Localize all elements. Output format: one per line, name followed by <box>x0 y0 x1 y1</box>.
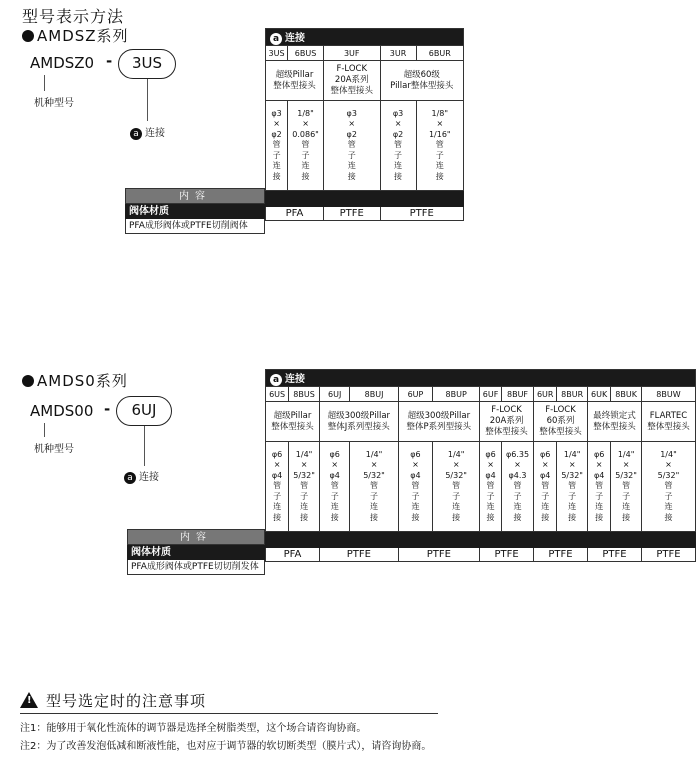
code-cell: 8BUP <box>433 387 480 402</box>
model-leader <box>44 423 45 437</box>
conn-cell: φ3 × φ2 管 子 连 接 <box>266 101 288 191</box>
code-cell: 8BUS <box>289 387 320 402</box>
conn-cell: φ6 × φ4 管 子 连 接 <box>398 442 433 532</box>
code-cell: 8BUR <box>557 387 588 402</box>
side-labels-2 <box>127 529 265 575</box>
code-cell: 6UK <box>588 387 611 402</box>
material-cell: PFA <box>266 548 320 562</box>
conn-cell: φ6 × φ4 管 子 连 接 <box>319 442 349 532</box>
a-marker-icon: a <box>124 472 136 484</box>
code-cell: 3UR <box>380 46 416 61</box>
material-cell: PTFE <box>534 548 588 562</box>
code-cell: 6BUS <box>288 46 324 61</box>
code-pill: 3US <box>118 49 176 79</box>
dash: - <box>106 52 113 70</box>
code-cell: 8BUW <box>641 387 695 402</box>
body-desc: PFA成形阀体或PTFE切切削发体 <box>127 560 265 575</box>
model-code: AMDSZ0 <box>30 54 95 72</box>
series-heading-1 <box>22 25 129 46</box>
code-cell: 6US <box>266 387 289 402</box>
model-leader <box>44 75 45 91</box>
code-cell: 3UF <box>323 46 380 61</box>
code-cell: 3US <box>266 46 288 61</box>
conn-cell: φ3 × φ2 管 子 连 接 <box>323 101 380 191</box>
material-cell: PTFE <box>398 548 479 562</box>
conn-cell: 1/4" × 5/32" 管 子 连 接 <box>557 442 588 532</box>
code-cell: 6UF <box>480 387 502 402</box>
spec-table-2 <box>265 369 696 562</box>
conn-cell: 1/4" × 5/32" 管 子 连 接 <box>641 442 695 532</box>
conn-cell: φ6 × φ4 管 子 连 接 <box>534 442 557 532</box>
conn-cell: 1/8" × 1/16" 管 子 连 接 <box>416 101 463 191</box>
dark-bar <box>266 191 464 207</box>
conn-leader <box>144 426 145 466</box>
neirong-label: 内容 <box>127 529 265 545</box>
type-cell: 超级60级 Pillar整体型接头 <box>380 61 464 101</box>
conn-label-2: a 连接 <box>124 468 159 484</box>
body-desc: PFA成形阀体或PTFE切削阀体 <box>125 219 265 234</box>
bullet-icon <box>22 375 34 387</box>
code-cell: 6UP <box>398 387 433 402</box>
code-cell: 6BUR <box>416 46 463 61</box>
dash: - <box>104 400 111 418</box>
type-cell: F-LOCK 60系列 整体型接头 <box>534 402 588 442</box>
code-cell: 8BUK <box>611 387 642 402</box>
dark-bar <box>266 532 696 548</box>
model-code: AMDS00 <box>30 402 94 420</box>
conn-cell: 1/4" × 5/32" 管 子 连 接 <box>611 442 642 532</box>
divider <box>20 713 438 714</box>
conn-cell: 1/4" × 5/32" 管 子 连 接 <box>433 442 480 532</box>
spec-table-1 <box>265 28 464 221</box>
series-label: AMDSZ系列 <box>37 27 129 45</box>
bullet-icon <box>22 30 34 42</box>
material-cell: PTFE <box>319 548 398 562</box>
type-cell: 最终锁定式 整体型接头 <box>588 402 642 442</box>
conn-cell: φ6.35 × φ4.3 管 子 连 接 <box>502 442 534 532</box>
type-cell: 超级300级Pillar 整体J系列型接头 <box>319 402 398 442</box>
code-pill: 6UJ <box>116 396 172 426</box>
code-cell: 8BUJ <box>350 387 398 402</box>
note-2: 注2：为了改善发泡低减和断液性能，也对应于调节器的软切断类型（膜片式），请咨询协商。 <box>20 741 432 752</box>
type-cell: 超级300级Pillar 整体P系列型接头 <box>398 402 479 442</box>
a-marker-icon: a <box>130 128 142 140</box>
neirong-label: 内容 <box>125 188 265 204</box>
a-marker-icon: a <box>270 33 282 45</box>
conn-cell: 1/8" × 0.086" 管 子 连 接 <box>288 101 324 191</box>
type-cell: F-LOCK 20A系列 整体型接头 <box>323 61 380 101</box>
conn-header: a 连接 <box>266 370 696 387</box>
body-material-label: 阀体材质 <box>127 545 265 560</box>
type-cell: 超级Pillar 整体型接头 <box>266 402 320 442</box>
side-labels-1 <box>125 188 265 234</box>
conn-leader <box>147 79 148 121</box>
model-label: 机种型号 <box>34 98 74 109</box>
code-cell: 6UR <box>534 387 557 402</box>
conn-cell: φ3 × φ2 管 子 连 接 <box>380 101 416 191</box>
code-cell: 6UJ <box>319 387 349 402</box>
page-title: 型号表示方法 <box>22 7 125 26</box>
conn-header: a 连接 <box>266 29 464 46</box>
conn-label-1: a 连接 <box>130 124 165 140</box>
material-cell: PTFE <box>323 207 380 221</box>
type-cell: F-LOCK 20A系列 整体型接头 <box>480 402 534 442</box>
note-1: 注1：能够用于氧化性流体的调节器是选择全树脂类型，这个场合请咨询协商。 <box>20 723 367 734</box>
material-cell: PTFE <box>588 548 642 562</box>
series-heading-2 <box>22 370 128 391</box>
conn-cell: 1/4" × 5/32" 管 子 连 接 <box>289 442 320 532</box>
warning-triangle-icon: ! <box>20 692 38 708</box>
material-cell: PTFE <box>641 548 695 562</box>
conn-cell: φ6 × φ4 管 子 连 接 <box>588 442 611 532</box>
warning-heading: ! 型号选定时的注意事项 <box>20 690 206 711</box>
conn-cell: φ6 × φ4 管 子 连 接 <box>266 442 289 532</box>
material-cell: PTFE <box>480 548 534 562</box>
type-cell: FLARTEC 整体型接头 <box>641 402 695 442</box>
conn-cell: φ6 × φ4 管 子 连 接 <box>480 442 502 532</box>
model-label: 机种型号 <box>34 444 74 455</box>
type-cell: 超级Pillar 整体型接头 <box>266 61 324 101</box>
material-cell: PFA <box>266 207 324 221</box>
body-material-label: 阀体材质 <box>125 204 265 219</box>
code-cell: 8BUF <box>502 387 534 402</box>
material-cell: PTFE <box>380 207 464 221</box>
a-marker-icon: a <box>270 374 282 386</box>
series-label: AMDS0系列 <box>37 372 128 390</box>
conn-cell: 1/4" × 5/32" 管 子 连 接 <box>350 442 398 532</box>
